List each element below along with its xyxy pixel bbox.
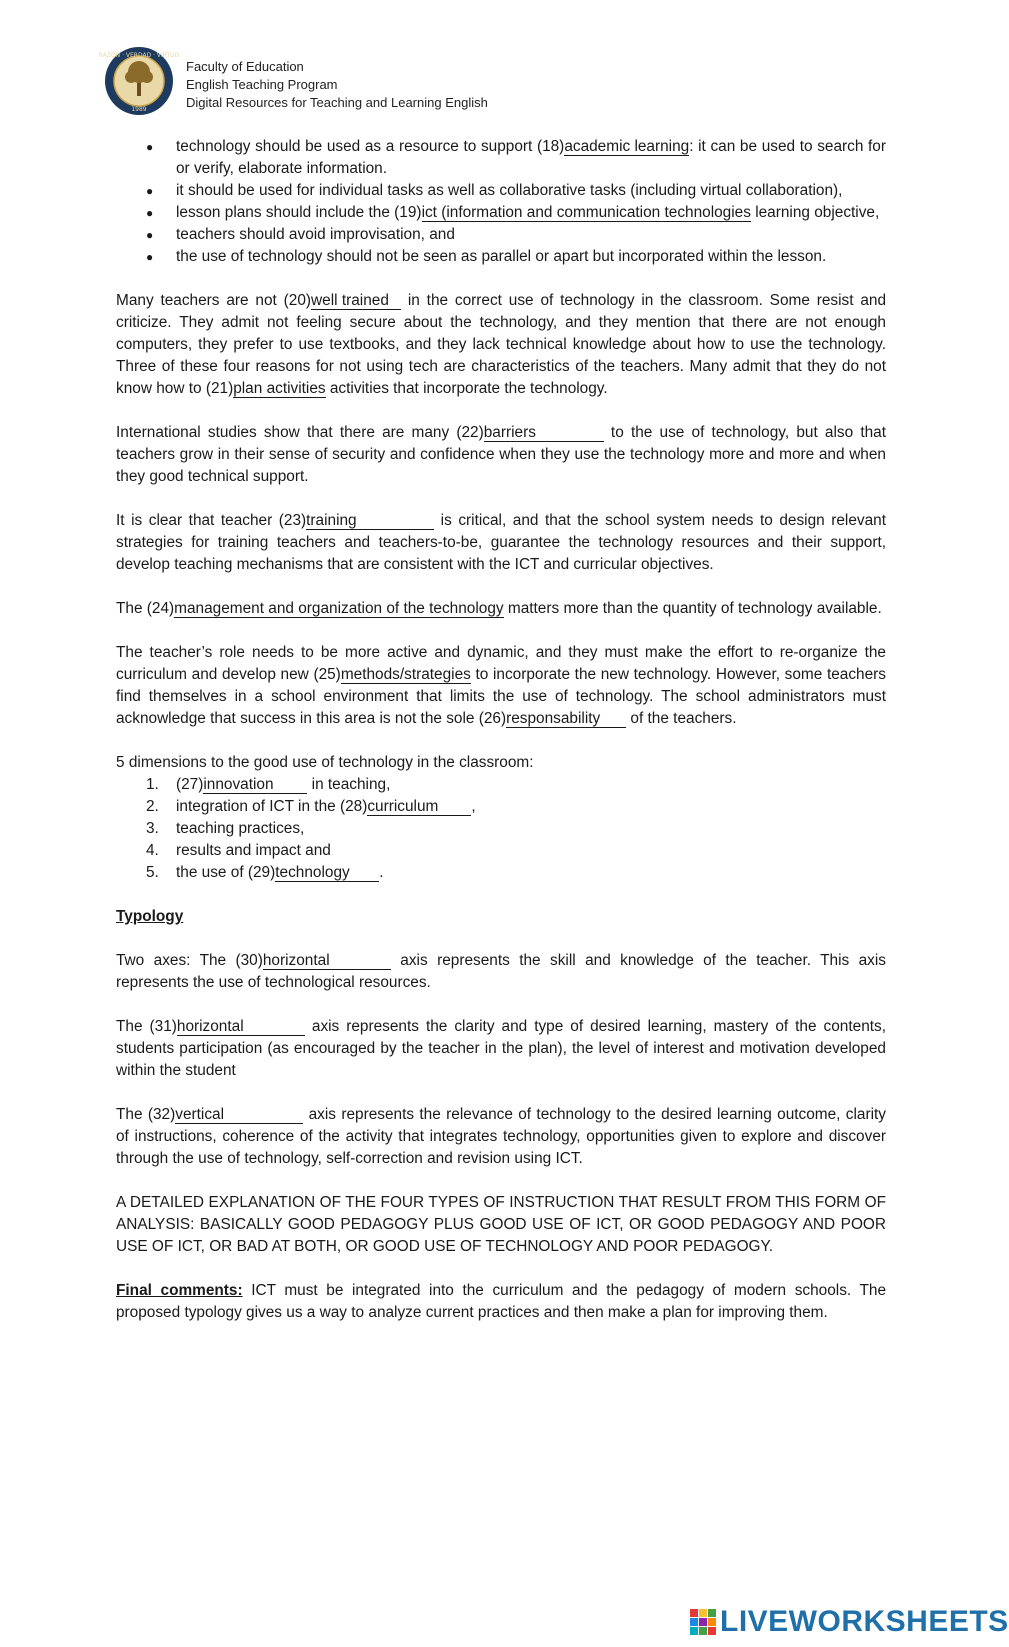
text: is critical, and that the school system needs to design relevant strategies for training teachers and teachers-to-be, guarantee the technology resources and their support, develop teaching mechanisms that are consistent with the ICT and curricular objectives. <box>116 512 887 573</box>
paragraph-detailed-explanation: A DETAILED EXPLANATION OF THE FOUR TYPES OF INSTRUCTION THAT RESULT FROM THIS FORM OF ANALYSIS: BASICALLY GOOD PEDAGOGY PLUS GOOD USE OF ICT, OR GOOD PEDAGOGY AND POOR USE OF ICT, OR BAD AT BOTH, OR GOOD USE OF TECHNOLOGY AND POOR PEDAGOGY. <box>116 1194 886 1255</box>
list-item <box>146 862 886 884</box>
item-text: . <box>379 864 384 881</box>
item-text: in teaching, <box>307 776 391 793</box>
item-number: 3. <box>146 820 159 837</box>
item-text: (27) <box>176 776 204 793</box>
answer-blank-31[interactable]: horizontal <box>177 1018 305 1036</box>
liveworksheets-logo[interactable] <box>690 1605 1009 1639</box>
list-item: ● the use of technology should not be seen as parallel or apart but incorporated within the lesson. <box>176 246 886 268</box>
answer-blank-20[interactable]: well trained <box>311 292 401 310</box>
item-text: learning objective, <box>750 204 880 221</box>
item-text: results and impact and <box>176 842 331 859</box>
answer-blank-21[interactable]: plan activities <box>233 380 326 397</box>
paragraph-axes <box>116 950 886 994</box>
dimensions-list <box>116 774 886 884</box>
text: The (24) <box>116 600 175 617</box>
text: activities that incorporate the technology. <box>325 380 608 397</box>
text: ICT must be integrated into the curriculum and the pedagogy of modern schools. The proposed typology gives us a way to analyze current practices and then make a plan for improving them. <box>116 1282 886 1321</box>
final-label: Final comments: <box>116 1282 243 1299</box>
heading-text: Typology <box>116 908 184 925</box>
list-item <box>146 818 886 840</box>
answer-blank-19[interactable]: ict (information and communication technologies <box>421 204 751 221</box>
text: axis represents the clarity and type of desired learning, mastery of the contents, students participation (as encouraged by the teacher in the plan), the level of interest and motivation developed within the student <box>116 1018 887 1079</box>
seal-motto: RAZÓN · VERDAD · VIRTUD <box>98 52 180 59</box>
text: Many teachers are not (20) <box>116 292 312 309</box>
answer-blank-25[interactable]: methods/strategies <box>340 666 471 683</box>
answer-blank-28[interactable]: curriculum <box>367 798 471 816</box>
item-text: , <box>471 798 476 815</box>
text: of the teachers. <box>626 710 737 727</box>
list-item <box>146 774 886 796</box>
seal-year: 1989 <box>131 106 147 113</box>
paragraph-teacher-role <box>116 642 886 730</box>
list-item: ● teachers should avoid improvisation, and <box>176 224 886 246</box>
tree-seal-icon <box>98 46 180 116</box>
text: in the correct use of technology in the classroom. Some resist and criticize. They admit not feeling secure about the technology, and they mention that there are not enough computers, they prefer to use textbooks, and they lack technical knowledge about how to use the technology. Three of these four reasons for not using tech are characteristics of the teachers. Many admit that they do not know how to (21) <box>116 292 887 397</box>
program-name: English Teaching Program <box>186 77 338 92</box>
color-blocks-icon <box>690 1609 716 1635</box>
paragraph-final-comments <box>116 1280 886 1324</box>
text: The teacher’s role needs to be more active and dynamic, and they must make the effort to re-organize the curriculum and develop new (25) <box>116 644 886 683</box>
paragraph-teachers-training <box>116 290 886 400</box>
text: The (32) <box>116 1106 176 1123</box>
dimensions-intro: 5 dimensions to the good use of technology in the classroom: <box>116 754 534 771</box>
text: axis represents the relevance of technology to the desired learning outcome, clarity of instructions, coherence of the activity that integrates technology, opportunities given to explore and discover through the use of technology, self-correction and revision using ICT. <box>116 1106 886 1167</box>
text: It is clear that teacher (23) <box>116 512 307 529</box>
paragraph-management <box>116 598 886 620</box>
item-number: 1. <box>146 776 159 793</box>
text: to incorporate the new technology. However, some teachers find themselves in a school environment that limits the use of technology. The school administrators must acknowledge that success in this area is not the sole (26) <box>116 666 886 727</box>
answer-blank-22[interactable]: barriers <box>484 424 604 442</box>
item-number: 2. <box>146 798 159 815</box>
course-name: Digital Resources for Teaching and Learning English <box>186 95 488 110</box>
paragraph-axis-32 <box>116 1104 886 1170</box>
text: International studies show that there are many (22) <box>116 424 484 441</box>
typology-heading <box>116 906 886 928</box>
answer-blank-32[interactable]: vertical <box>175 1106 303 1124</box>
paragraph-axis-31 <box>116 1016 886 1082</box>
answer-blank-30[interactable]: horizontal <box>263 952 391 970</box>
faculty-name: Faculty of Education <box>186 59 304 74</box>
answer-blank-24[interactable]: management and organization of the technology <box>174 600 504 617</box>
item-number: 4. <box>146 842 159 859</box>
answer-blank-23[interactable]: training <box>306 512 434 530</box>
worksheet-body <box>116 136 886 1346</box>
paragraph-teacher-training <box>116 510 886 576</box>
document-header <box>98 46 704 118</box>
text: matters more than the quantity of technology available. <box>503 600 882 617</box>
item-text: lesson plans should include the (19) <box>176 204 422 221</box>
header-text <box>186 58 488 112</box>
item-text: teaching practices, <box>176 820 305 837</box>
list-item <box>176 202 886 224</box>
guidelines-list <box>116 136 886 268</box>
answer-blank-29[interactable]: technology <box>275 864 379 882</box>
item-text: integration of ICT in the (28) <box>176 798 368 815</box>
list-item <box>146 796 886 818</box>
item-text: : it can be used to search for or verify, elaborate information. <box>176 138 886 177</box>
list-item <box>146 840 886 862</box>
text: The (31) <box>116 1018 177 1035</box>
answer-blank-26[interactable]: responsability <box>506 710 626 728</box>
list-item <box>176 136 886 180</box>
text: Two axes: The (30) <box>116 952 263 969</box>
item-number: 5. <box>146 864 159 881</box>
answer-blank-18[interactable]: academic learning <box>564 138 690 155</box>
item-text: the use of (29) <box>176 864 276 881</box>
answer-blank-27[interactable]: innovation <box>203 776 307 794</box>
brand-text: LIVEWORKSHEETS <box>720 1605 1009 1638</box>
text: axis represents the skill and knowledge of the teacher. This axis represents the use of technological resources. <box>116 952 886 991</box>
list-item: ● it should be used for individual tasks as well as collaborative tasks (including virtual collaboration), <box>176 180 886 202</box>
item-text: technology should be used as a resource to support (18) <box>176 138 565 155</box>
paragraph-international-studies <box>116 422 886 488</box>
text: to the use of technology, but also that teachers grow in their sense of security and confidence when they use the technology more and more and when they good technical support. <box>116 424 886 485</box>
